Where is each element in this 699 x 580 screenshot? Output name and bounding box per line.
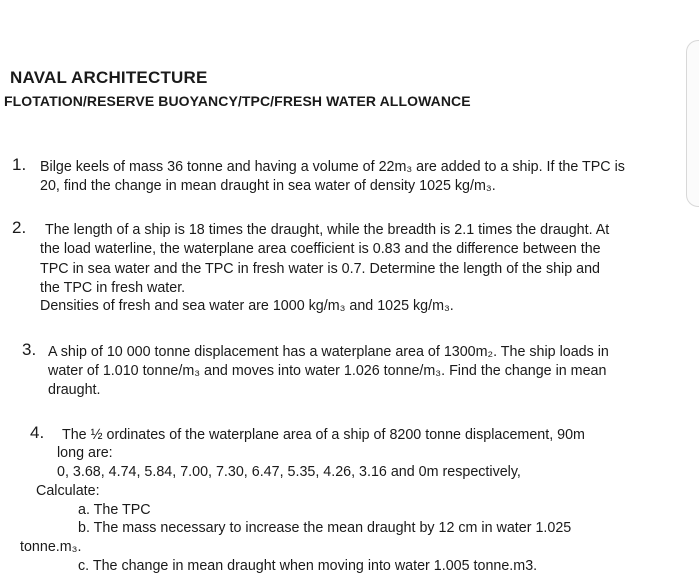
question-line: 20, find the change in mean draught in sea water of density 1025 kg/m₃. (40, 178, 496, 194)
question-line: the load waterline, the waterplane area coefficient is 0.83 and the difference between the (40, 241, 601, 257)
question-line: Densities of fresh and sea water are 1000 kg/m₃ and 1025 kg/m₃. (40, 298, 454, 314)
question-line: Bilge keels of mass 36 tonne and having a volume of 22m₃ are added to a ship. If the TPC is (40, 159, 625, 175)
question-line: draught. (48, 382, 101, 398)
question-line: a. The TPC (78, 502, 151, 518)
question-line: 0, 3.68, 4.74, 5.84, 7.00, 7.30, 6.47, 5.35, 4.26, 3.16 and 0m respectively, (57, 464, 521, 480)
question-line: the TPC in fresh water. (40, 280, 186, 296)
question-line: The length of a ship is 18 times the draught, while the breadth is 2.1 times the draught. At (45, 222, 610, 238)
page-subtitle: FLOTATION/RESERVE BUOYANCY/TPC/FRESH WATER ALLOWANCE (4, 93, 471, 109)
question-number: 4. (30, 423, 45, 442)
question-line: The ½ ordinates of the waterplane area of a ship of 8200 tonne displacement, 90m (62, 427, 585, 443)
question-line: Calculate: (36, 483, 100, 499)
question-line: b. The mass necessary to increase the mean draught by 12 cm in water 1.025 (78, 520, 572, 536)
question-line: long are: (57, 445, 113, 461)
question-line: TPC in sea water and the TPC in fresh water is 0.7. Determine the length of the ship and (40, 261, 600, 277)
question-line: c. The change in mean draught when moving into water 1.005 tonne.m3. (78, 558, 538, 574)
question-number: 3. (22, 340, 37, 359)
side-panel-edge (686, 40, 699, 207)
question-line: water of 1.010 tonne/m₃ and moves into water 1.026 tonne/m₃. Find the change in mean (48, 363, 607, 379)
question-line: tonne.m₃. (20, 539, 82, 555)
page-title: NAVAL ARCHITECTURE (10, 68, 208, 87)
question-line: A ship of 10 000 tonne displacement has a waterplane area of 1300m₂. The ship loads in (48, 344, 609, 360)
question-number: 1. (12, 155, 27, 174)
question-number: 2. (12, 218, 27, 237)
